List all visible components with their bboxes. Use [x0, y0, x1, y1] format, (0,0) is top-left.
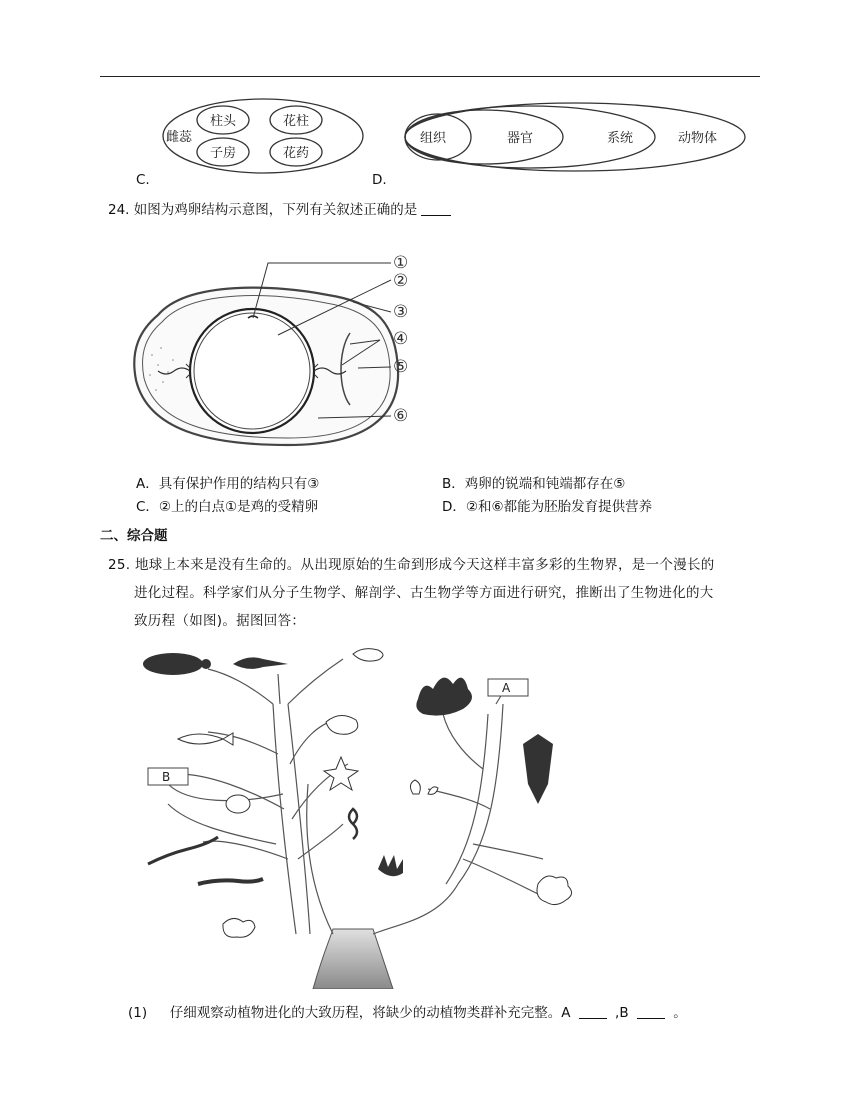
tree-trunk	[313, 929, 393, 989]
diagram-d-levels	[402, 100, 748, 174]
section-heading: 二、综合题	[100, 528, 168, 544]
question-25-line-2: 进化过程。科学家们从分子生物学、解剖学、古生物学等方面进行研究，推断出了生物进化的大	[134, 585, 714, 601]
diagram-c-pistil	[158, 96, 368, 176]
option-a[interactable]: A．具有保护作用的结构只有③	[136, 476, 320, 492]
option-b[interactable]: B．鸡卵的锐端和钝端都存在⑤	[442, 476, 626, 492]
diagram-d-label-tissue: 组织	[420, 131, 447, 146]
diagram-d-label-animal: 动物体	[678, 131, 718, 146]
diagram-c-label-ovary: 子房	[210, 146, 237, 161]
egg-label-3: ③	[393, 302, 409, 322]
egg-label-2: ②	[393, 271, 409, 291]
diagram-c-label-stigma: 柱头	[210, 114, 237, 129]
subquestion-1-end: 。	[673, 1005, 687, 1021]
evolution-tree-diagram	[128, 644, 588, 989]
diagram-c-label-anther: 花药	[283, 146, 310, 161]
subquestion-1-number: (1)	[128, 1005, 148, 1021]
question-25-line-3: 致历程（如图)。据图回答：	[134, 613, 306, 629]
blank-a[interactable]	[579, 1004, 607, 1019]
option-c-label: C.	[136, 172, 150, 188]
egg-yolk	[190, 309, 314, 433]
option-d[interactable]: D．②和⑥都能为胚胎发育提供营养	[442, 499, 653, 515]
diagram-d-label-system: 系统	[607, 131, 634, 146]
subquestion-1-mid: ,B	[615, 1005, 629, 1021]
diagram-c-label-style: 花柱	[283, 114, 310, 129]
subquestion-1-text: 仔细观察动植物进化的大致历程，将缺少的动植物类群补充完整。A	[169, 1005, 571, 1021]
blank-b[interactable]	[637, 1004, 665, 1019]
egg-label-1: ①	[393, 253, 409, 273]
tree-label-b: B	[162, 770, 171, 784]
egg-structure-diagram	[128, 240, 428, 455]
question-24-stem: 24. 如图为鸡卵结构示意图，下列有关叙述正确的是	[108, 200, 455, 220]
option-c[interactable]: C．②上的白点①是鸡的受精卵	[136, 499, 319, 515]
diagram-d-label-organ: 器官	[507, 131, 534, 146]
answer-blank[interactable]	[421, 201, 451, 216]
tree-label-a: A	[502, 681, 511, 695]
subquestion-1	[128, 1003, 687, 1023]
egg-label-4: ④	[393, 329, 409, 349]
diagram-c-outer-label: 雌蕊	[166, 130, 193, 145]
egg-label-6: ⑥	[393, 406, 409, 426]
question-25-line-1: 25. 地球上本来是没有生命的。从出现原始的生命到形成今天这样丰富多彩的生物界，是一个漫长的	[108, 557, 715, 573]
egg-label-5: ⑤	[393, 357, 409, 377]
option-d-label: D.	[372, 172, 387, 188]
header-rule	[100, 76, 760, 77]
